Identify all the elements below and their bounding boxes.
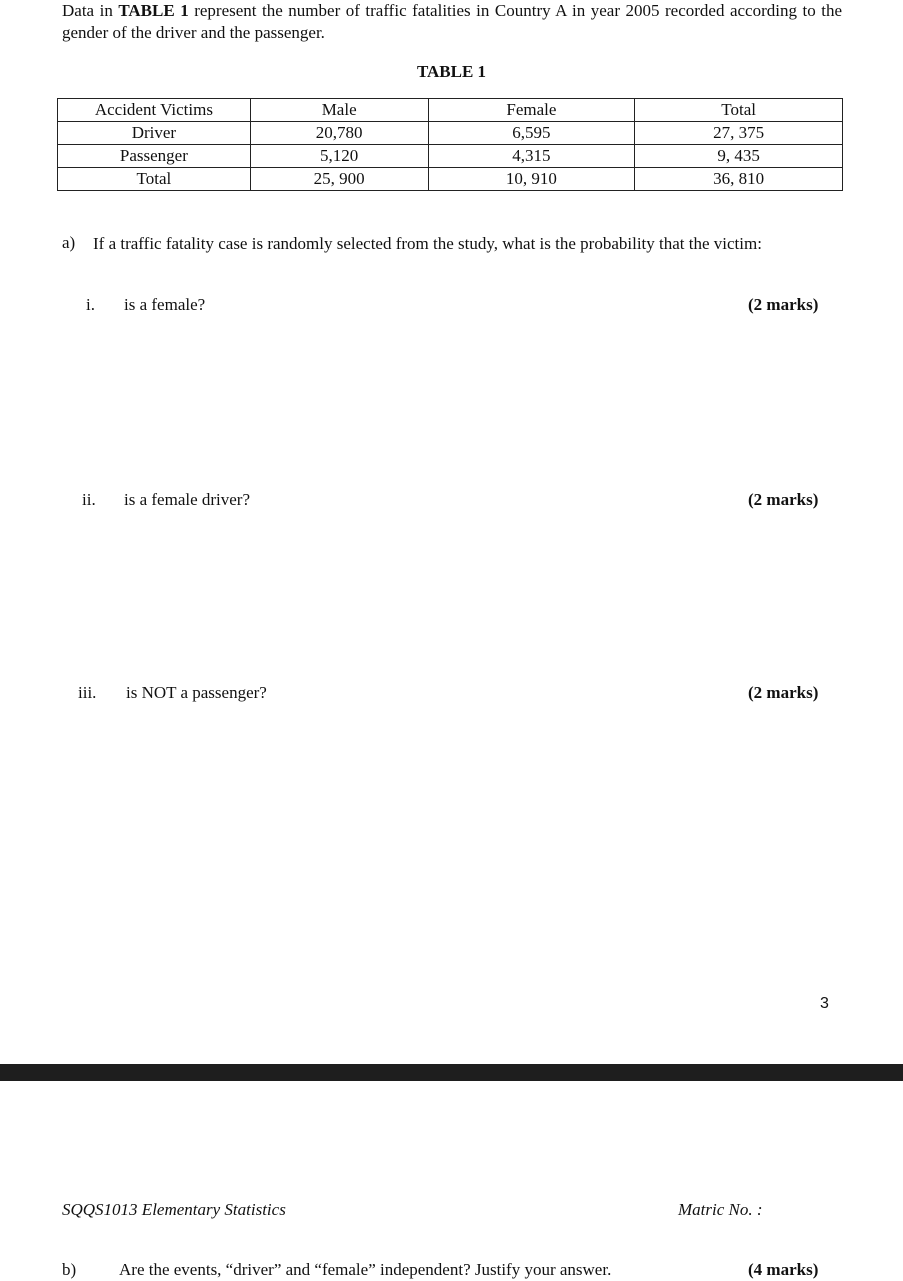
header-cell: Female [428, 99, 635, 122]
subquestion-text: is NOT a passenger? [126, 683, 267, 702]
cell: 36, 810 [635, 168, 843, 191]
marks: (2 marks) [748, 490, 819, 509]
table-header-row [58, 99, 843, 122]
cell: Driver [58, 122, 251, 145]
cell: 27, 375 [635, 122, 843, 145]
question-a-text: If a traffic fatality case is randomly selected from the study, what is the probability that the victim: [93, 234, 762, 253]
cell: 25, 900 [250, 168, 428, 191]
table-title: TABLE 1 [416, 62, 487, 81]
matric-label: Matric No. : [678, 1200, 763, 1219]
table-row [58, 168, 843, 191]
marks: (2 marks) [748, 683, 819, 702]
subquestion-text: is a female driver? [124, 490, 251, 509]
page-number: 3 [820, 995, 829, 1012]
cell: 6,595 [428, 122, 635, 145]
cell: 9, 435 [635, 145, 843, 168]
subquestion-number: iii. [78, 683, 97, 702]
cell: 4,315 [428, 145, 635, 168]
table-row [58, 122, 843, 145]
subquestion-number: ii. [82, 490, 96, 509]
data-table [57, 98, 843, 191]
header-cell: Accident Victims [58, 99, 251, 122]
header-cell: Male [250, 99, 428, 122]
subquestion-text: is a female? [124, 295, 206, 314]
marks: (4 marks) [748, 1260, 819, 1279]
page-separator [0, 1064, 903, 1081]
cell: 20,780 [250, 122, 428, 145]
cell: Passenger [58, 145, 251, 168]
cell: 5,120 [250, 145, 428, 168]
table-row [58, 145, 843, 168]
intro-paragraph: Data in TABLE 1 represent the number of traffic fatalities in Country A in year 2005 recorded according to the gender of the driver and the passenger. [62, 1, 842, 42]
question-b-label: b) [62, 1260, 77, 1279]
question-a-label: a) [62, 233, 76, 252]
marks: (2 marks) [748, 295, 819, 314]
cell: 10, 910 [428, 168, 635, 191]
cell: Total [58, 168, 251, 191]
question-b-text: Are the events, “driver” and “female” independent? Justify your answer. [119, 1260, 612, 1279]
header-cell: Total [635, 99, 843, 122]
subquestion-number: i. [86, 295, 95, 314]
course-name: SQQS1013 Elementary Statistics [62, 1200, 286, 1219]
